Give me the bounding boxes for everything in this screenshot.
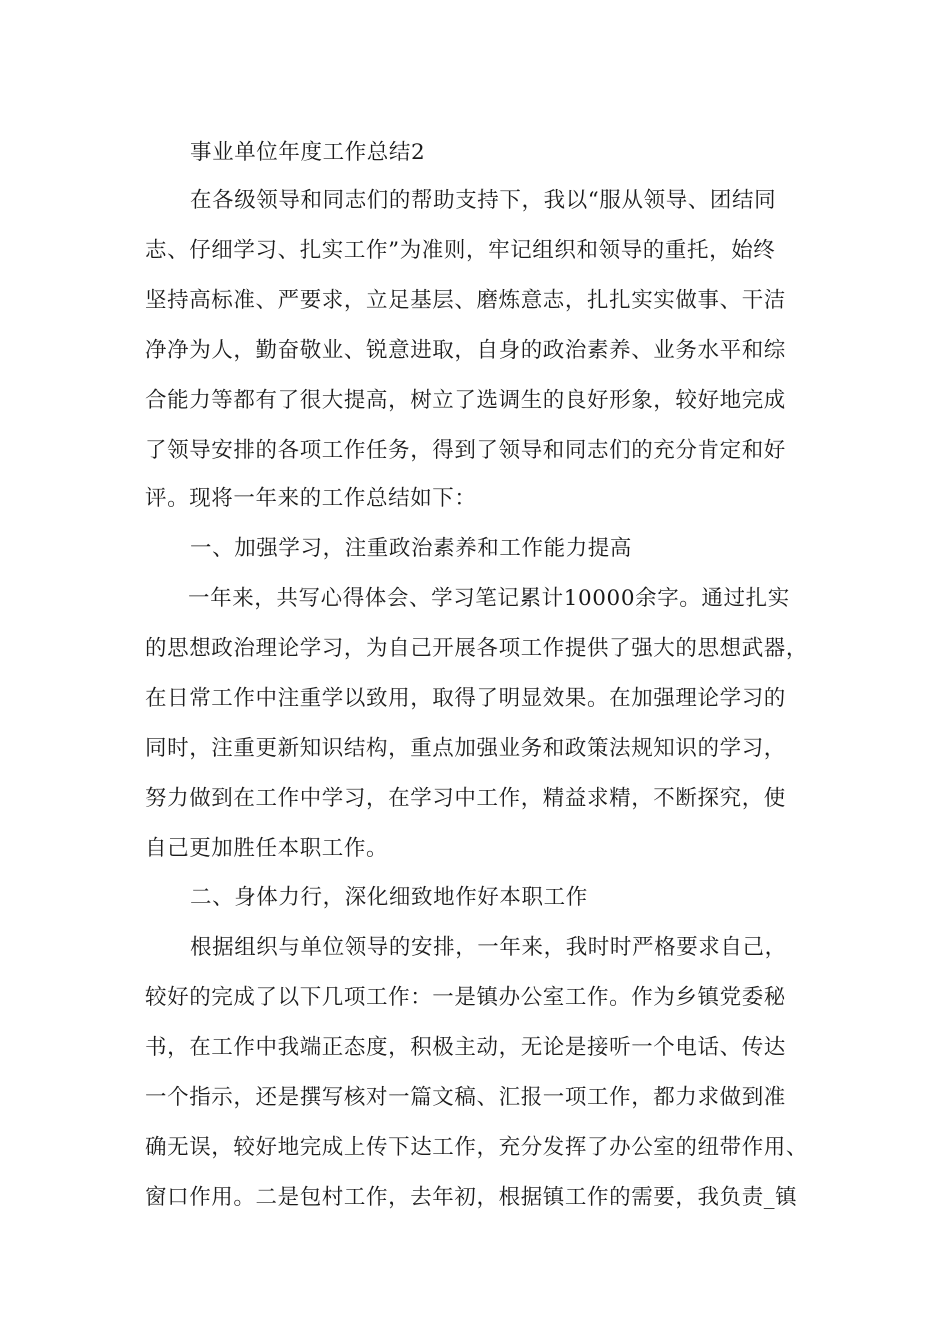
paragraph-3-line-1: 根据组织与单位领导的安排，一年来，我时时严格要求自己，: [190, 935, 787, 960]
paragraph-3-line-5: 确无误，较好地完成上传下达工作，充分发挥了办公室的纽带作用、: [145, 1135, 809, 1160]
paragraph-1-line-7: 评。现将一年来的工作总结如下：: [145, 486, 477, 511]
paragraph-1-line-5: 合能力等都有了很大提高，树立了选调生的良好形象，较好地完成: [145, 388, 786, 413]
paragraph-3-line-4: 一个指示，还是撰写核对一篇文稿、汇报一项工作，都力求做到准: [145, 1085, 786, 1110]
paragraph-1-line-6: 了领导安排的各项工作任务，得到了领导和同志们的充分肯定和好: [145, 438, 786, 463]
paragraph-1-line-2: 志、仔细学习、扎实工作”为准则，牢记组织和领导的重托，始终: [145, 238, 776, 263]
section-1-heading: 一、加强学习，注重政治素养和工作能力提高: [190, 536, 633, 561]
paragraph-3-line-3: 书，在工作中我端正态度，积极主动，无论是接听一个电话、传达: [145, 1035, 786, 1060]
paragraph-2-line-3: 在日常工作中注重学以致用，取得了明显效果。在加强理论学习的: [145, 686, 786, 711]
section-2-heading: 二、身体力行，深化细致地作好本职工作: [190, 885, 588, 910]
paragraph-2-line-1: 一年来，共写心得体会、学习笔记累计10000余字。通过扎实: [188, 586, 790, 611]
paragraph-1-line-3: 坚持高标准、严要求，立足基层、磨炼意志，扎扎实实做事、干洁: [145, 288, 786, 313]
paragraph-3-line-2: 较好的完成了以下几项工作：一是镇办公室工作。作为乡镇党委秘: [145, 985, 786, 1010]
paragraph-2-line-2: 的思想政治理论学习，为自己开展各项工作提供了强大的思想武器，: [145, 636, 809, 661]
paragraph-1-line-1: 在各级领导和同志们的帮助支持下，我以“服从领导、团结同: [190, 188, 777, 213]
paragraph-2-line-6: 自己更加胜任本职工作。: [145, 836, 389, 861]
paragraph-1-line-4: 净净为人，勤奋敬业、锐意进取，自身的政治素养、业务水平和综: [145, 338, 786, 363]
paragraph-2-line-4: 同时，注重更新知识结构，重点加强业务和政策法规知识的学习，: [145, 736, 786, 761]
paragraph-3-line-6: 窗口作用。二是包村工作，去年初，根据镇工作的需要，我负责_镇: [145, 1185, 798, 1210]
paragraph-2-line-5: 努力做到在工作中学习，在学习中工作，精益求精，不断探究，使: [145, 786, 786, 811]
document-title: 事业单位年度工作总结2: [190, 140, 426, 165]
